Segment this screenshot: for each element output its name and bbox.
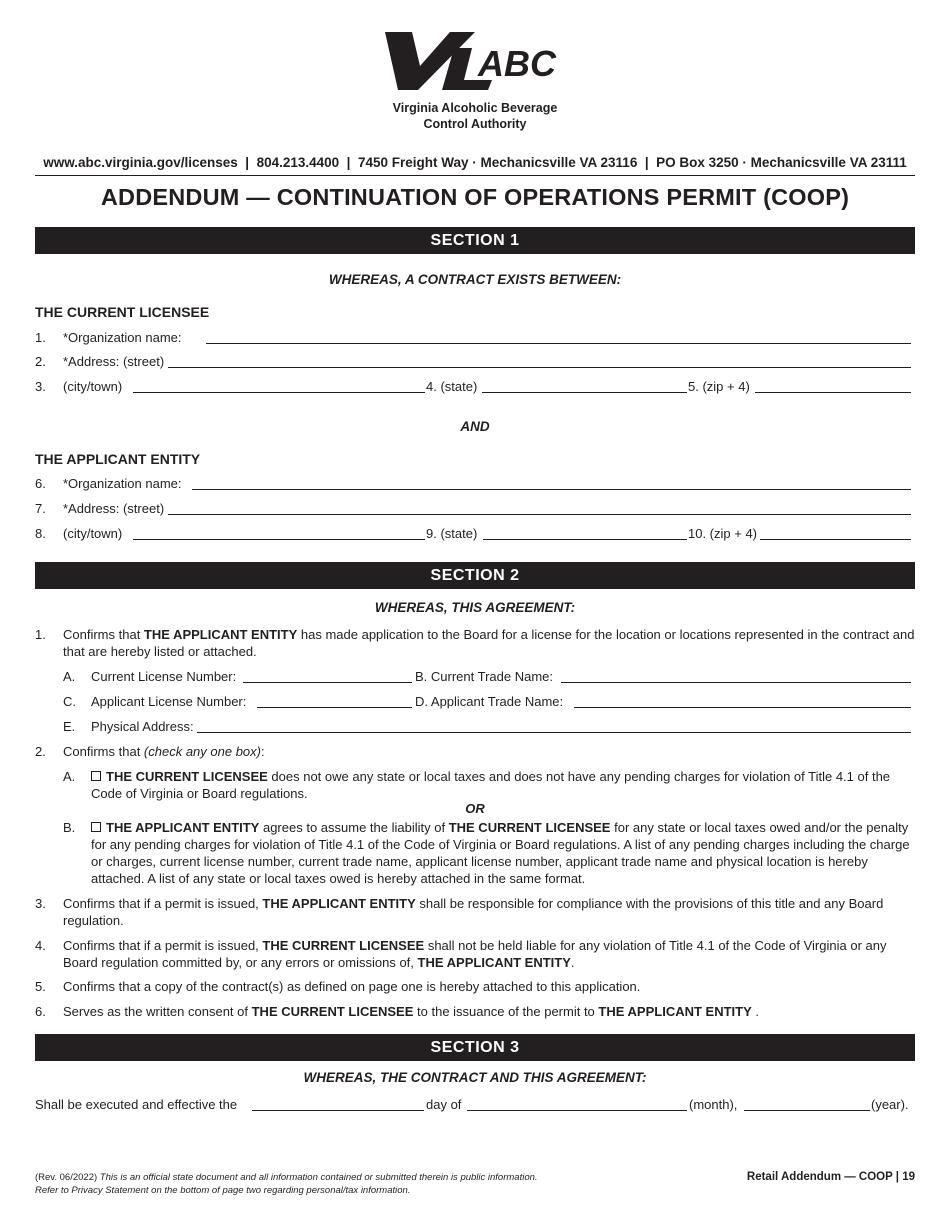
section-2-heading: SECTION 2: [35, 562, 915, 589]
current-license-number-field[interactable]: [243, 682, 412, 683]
option-a-text: THE CURRENT LICENSEE does not owe any state or local taxes and does not have any pending charges for violation of Title 4.1 of the Code of Virginia or Board regulations.: [91, 769, 891, 801]
section-3-whereas: WHEREAS, THE CONTRACT AND THIS AGREEMENT:: [303, 1070, 647, 1085]
and-separator: AND: [460, 419, 490, 434]
month-label: (month),: [689, 1097, 738, 1112]
item-number: 3.: [35, 896, 46, 911]
applicant-entity-heading: THE APPLICANT ENTITY: [35, 451, 201, 467]
section-2-item-6-text: Serves as the written consent of THE CURRENT LICENSEE to the issuance of the permit to THE APPLICANT ENTITY .: [63, 1004, 759, 1019]
applicant-address-label: *Address: (street): [63, 501, 165, 516]
item-number: 7.: [35, 501, 46, 516]
applicant-state-field[interactable]: [483, 539, 687, 540]
applicant-state-label: 9. (state): [426, 526, 478, 541]
footer-page-label: Retail Addendum — COOP | 19: [746, 1171, 915, 1183]
or-separator: OR: [465, 801, 485, 816]
option-b-text: THE APPLICANT ENTITY agrees to assume the liability of THE CURRENT LICENSEE for any state or local taxes owed and/or the penalty for any pending charges for violation of Title 4.1 of the Code of Virginia or Board regulations. A list of any pending charges including the charge or charges, current license number, current trade name, applicant license number, applicant trade name and physical location is hereby attached. A list of any state or local taxes owed is hereby attached in the same format.: [91, 820, 910, 886]
svg-text:ABC: ABC: [478, 43, 556, 84]
section-1-whereas: WHEREAS, A CONTRACT EXISTS BETWEEN:: [328, 272, 622, 287]
item-number: 8.: [35, 526, 46, 541]
sub-letter: C.: [63, 694, 76, 709]
current-license-number-label: Current License Number:: [91, 669, 237, 684]
sub-letter: A.: [63, 669, 76, 684]
effective-date-label: Shall be executed and effective the: [35, 1097, 238, 1112]
applicant-zip-field[interactable]: [760, 539, 911, 540]
applicant-address-field[interactable]: [168, 514, 911, 515]
current-trade-name-field[interactable]: [561, 682, 911, 683]
licensee-state-field[interactable]: [482, 392, 687, 393]
item-number: 2.: [35, 744, 46, 759]
applicant-trade-name-field[interactable]: [574, 707, 911, 708]
section-2-whereas: WHEREAS, THIS AGREEMENT:: [374, 600, 576, 615]
current-trade-name-label: B. Current Trade Name:: [415, 669, 553, 684]
option-b-checkbox[interactable]: [91, 822, 101, 832]
applicant-license-number-field[interactable]: [257, 707, 412, 708]
sub-letter: E.: [63, 719, 76, 734]
item-number: 1.: [35, 330, 46, 345]
item-number: 5.: [35, 979, 46, 994]
licensee-zip-label: 5. (zip + 4): [688, 379, 750, 394]
applicant-trade-name-label: D. Applicant Trade Name:: [415, 694, 564, 709]
licensee-address-label: *Address: (street): [63, 354, 165, 369]
section-2-item-4-text: Confirms that if a permit is issued, THE CURRENT LICENSEE shall not be held liable for any violation of Title 4.1 of the Code of Virginia or any Board regulation committed by, or any errors or omissions of, THE APPLICANT ENTITY.: [63, 938, 887, 970]
year-label: (year).: [871, 1097, 909, 1112]
sub-letter: A.: [63, 769, 76, 784]
licensee-state-label: 4. (state): [426, 379, 478, 394]
agency-name-line1: Virginia Alcoholic Beverage: [392, 101, 558, 115]
physical-address-label: Physical Address:: [91, 719, 194, 734]
applicant-org-label: *Organization name:: [63, 476, 182, 491]
section-2-item-1-text: Confirms that THE APPLICANT ENTITY has made application to the Board for a license for the location or locations represented in the contract and that are hereby listed or attached.: [63, 627, 915, 659]
applicant-city-label: (city/town): [63, 526, 123, 541]
item-number: 4.: [35, 938, 46, 953]
agency-name-line2: Control Authority: [423, 117, 527, 131]
physical-address-field[interactable]: [197, 732, 911, 733]
licensee-city-field[interactable]: [133, 392, 425, 393]
sub-letter: B.: [63, 820, 76, 835]
section-3-heading: SECTION 3: [35, 1034, 915, 1061]
option-a-checkbox[interactable]: [91, 771, 101, 781]
applicant-org-field[interactable]: [192, 489, 911, 490]
header-rule: [35, 175, 915, 176]
page-title: ADDENDUM — CONTINUATION OF OPERATIONS PERMIT (COOP): [100, 184, 850, 210]
section-2-item-5-text: Confirms that a copy of the contract(s) as defined on page one is hereby attached to this application.: [63, 979, 641, 994]
footer-notice: (Rev. 06/2022) This is an official state document and all information contained or submitted therein is public information. Refer to Privacy Statement on the bottom of page two regarding personal/tax information.: [35, 1172, 538, 1196]
licensee-zip-field[interactable]: [755, 392, 911, 393]
va-abc-logo: [380, 28, 570, 94]
licensee-city-label: (city/town): [63, 379, 123, 394]
effective-month-field[interactable]: [467, 1110, 687, 1111]
item-number: 2.: [35, 354, 46, 369]
day-of-label: day of: [426, 1097, 462, 1112]
licensee-org-field[interactable]: [206, 343, 911, 344]
effective-day-field[interactable]: [252, 1110, 424, 1111]
section-2-item-3-text: Confirms that if a permit is issued, THE APPLICANT ENTITY shall be responsible for compliance with the provisions of this title and any Board regulation.: [63, 896, 884, 928]
applicant-city-field[interactable]: [133, 539, 425, 540]
item-number: 1.: [35, 627, 46, 642]
licensee-address-field[interactable]: [168, 367, 911, 368]
current-licensee-heading: THE CURRENT LICENSEE: [35, 304, 210, 320]
applicant-zip-label: 10. (zip + 4): [688, 526, 758, 541]
item-number: 6.: [35, 1004, 46, 1019]
item-number: 3.: [35, 379, 46, 394]
item-number: 6.: [35, 476, 46, 491]
contact-info: www.abc.virginia.gov/licenses | 804.213.4400 | 7450 Freight Way · Mechanicsville VA 23116 | PO Box 3250 · Mechanicsville VA 23111: [43, 155, 907, 170]
effective-year-field[interactable]: [744, 1110, 870, 1111]
applicant-license-number-label: Applicant License Number:: [91, 694, 247, 709]
licensee-org-label: *Organization name:: [63, 330, 182, 345]
section-2-item-2-text: Confirms that (check any one box):: [63, 744, 265, 759]
section-1-heading: SECTION 1: [35, 227, 915, 254]
